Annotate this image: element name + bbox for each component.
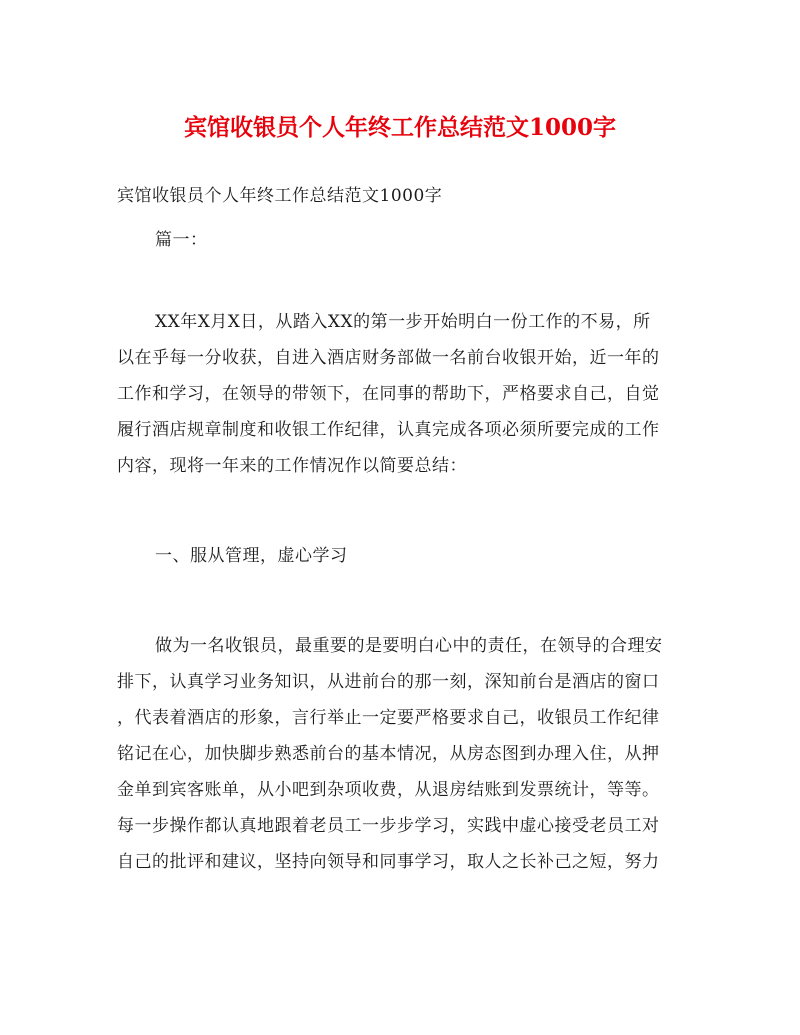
document-subtitle: 宾馆收银员个人年终工作总结范文1000字 xyxy=(117,186,443,206)
paragraph-line: 内容，现将一年来的工作情况作以简要总结： xyxy=(117,456,467,476)
paragraph-line: ，代表着酒店的形象，言行举止一定要严格要求自己，收银员工作纪律 xyxy=(117,708,660,728)
document-title: 宾馆收银员个人年终工作总结范文1000字 xyxy=(183,114,616,141)
paragraph-line: 每一步操作都认真地跟着老员工一步步学习，实践中虚心接受老员工对 xyxy=(117,816,660,836)
paragraph-line: 自己的批评和建议，坚持向领导和同事学习，取人之长补己之短，努力 xyxy=(117,852,660,872)
paragraph-line: XX年X月X日，从踏入XX的第一步开始明白一份工作的不易，所 xyxy=(155,312,651,332)
paragraph-line: 以在乎每一分收获，自进入酒店财务部做一名前台收银开始，近一年的 xyxy=(117,348,660,368)
paragraph-line: 排下，认真学习业务知识，从进前台的那一刻，深知前台是酒店的窗口 xyxy=(117,672,660,692)
paragraph-line: 做为一名收银员，最重要的是要明白心中的责任，在领导的合理安 xyxy=(155,636,663,656)
paragraph-line: 金单到宾客账单，从小吧到杂项收费，从退房结账到发票统计，等等。 xyxy=(117,780,660,800)
paragraph-line: 铭记在心，加快脚步熟悉前台的基本情况，从房态图到办理入住，从押 xyxy=(117,744,660,764)
paragraph-line: 工作和学习，在领导的带领下，在同事的帮助下，严格要求自己，自觉 xyxy=(117,384,660,404)
part-label: 篇一： xyxy=(155,230,208,250)
section-heading: 一、服从管理，虚心学习 xyxy=(155,546,348,566)
paragraph-line: 履行酒店规章制度和收银工作纪律，认真完成各项必须所要完成的工作 xyxy=(117,420,660,440)
